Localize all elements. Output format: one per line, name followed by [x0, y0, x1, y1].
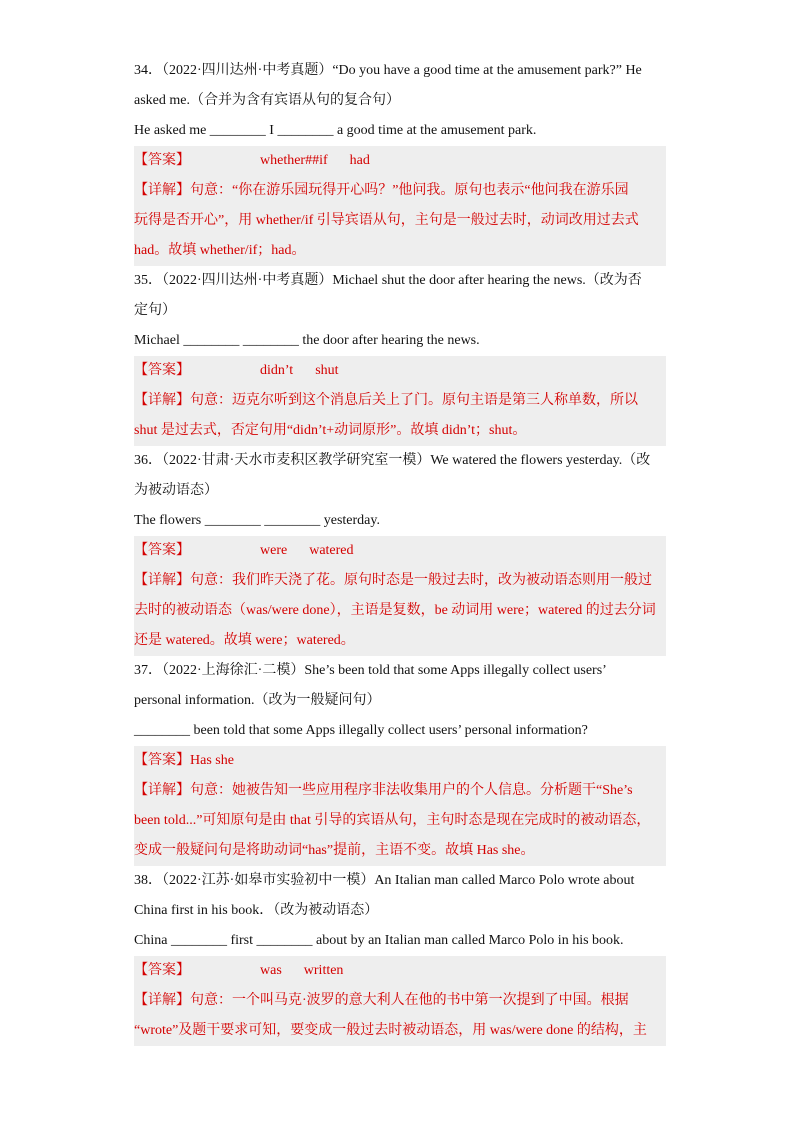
- detail-line: had。故填 whether/if；had。: [134, 243, 306, 258]
- question-text-line: personal information.（改为一般疑问句）: [134, 693, 381, 708]
- answer-value: shut: [315, 363, 339, 378]
- detail-line: 玩得是否开心”，用 whether/if 引导宾语从句，主句是一般过去时，动词改用过去式: [134, 213, 639, 228]
- answer-label: 【答案】: [134, 963, 190, 978]
- answer-box: [134, 956, 666, 1046]
- answer-value: whether##if: [260, 153, 328, 168]
- detail-line: 变成一般疑问句是将助动词“has”提前，主语不变。故填 Has she。: [134, 843, 535, 858]
- detail-line: 【详解】句意：“你在游乐园玩得开心吗？”他问我。原句也表示“他问我在游乐园: [134, 183, 629, 198]
- answer-line: [134, 956, 662, 986]
- detail-line: “wrote”及题干要求可知，要变成一般过去时被动语态，用 was/were done 的结构，主: [134, 1023, 647, 1038]
- detail-line: 【详解】句意：迈克尔听到这个消息后关上了门。原句主语是第三人称单数，所以: [134, 393, 638, 408]
- question-38: [134, 866, 666, 1046]
- question-34: [134, 56, 666, 266]
- answer-label: 【答案】: [134, 543, 190, 558]
- detail-line: 【详解】句意：一个叫马克·波罗的意大利人在他的书中第一次提到了中国。根据: [134, 993, 629, 1008]
- fill-blank-line: ________ been told that some Apps illegally collect users’ personal information?: [134, 723, 588, 738]
- question-text-line: 35．（2022·四川达州·中考真题）Michael shut the door after hearing the news.（改为否: [134, 273, 642, 288]
- fill-blank-line: He asked me ________ I ________ a good time at the amusement park.: [134, 123, 537, 138]
- answer-value: Has she: [190, 753, 234, 768]
- answer-box: [134, 536, 666, 656]
- question-37: [134, 656, 666, 866]
- question-text-line: 定句）: [134, 303, 176, 318]
- question-text-line: 36．（2022·甘肃·天水市麦积区教学研究室一模）We watered the flowers yesterday.（改: [134, 453, 651, 468]
- answer-label: 【答案】: [134, 753, 190, 768]
- question-text-line: China first in his book．（改为被动语态）: [134, 903, 379, 918]
- answer-box: [134, 746, 666, 866]
- answer-label: 【答案】: [134, 153, 190, 168]
- detail-line: 去时的被动语态（was/were done），主语是复数，be 动词用 were；watered 的过去分词: [134, 603, 656, 618]
- answer-value: were: [260, 543, 288, 558]
- fill-blank-line: Michael ________ ________ the door after hearing the news.: [134, 333, 480, 348]
- answer-value: watered: [309, 543, 354, 558]
- answer-label: 【答案】: [134, 363, 190, 378]
- fill-blank-line: The flowers ________ ________ yesterday.: [134, 513, 380, 528]
- answer-value: was: [260, 963, 282, 978]
- answer-value: written: [303, 963, 344, 978]
- detail-line: 还是 watered。故填 were；watered。: [134, 633, 355, 648]
- question-text-line: 34．（2022·四川达州·中考真题）“Do you have a good time at the amusement park?” He: [134, 63, 642, 78]
- detail-line: been told...”可知原句是由 that 引导的宾语从句，主句时态是现在完成时的被动语态，: [134, 813, 651, 828]
- question-35: [134, 266, 666, 446]
- question-text-line: 37．（2022·上海徐汇·二模）She’s been told that some Apps illegally collect users’: [134, 663, 607, 678]
- question-text-line: 38．（2022·江苏·如皋市实验初中一模）An Italian man called Marco Polo wrote about: [134, 873, 635, 888]
- detail-line: 【详解】句意：我们昨天浇了花。原句时态是一般过去时，改为被动语态则用一般过: [134, 573, 652, 588]
- answer-value: didn’t: [260, 363, 294, 378]
- answer-line: [134, 746, 662, 776]
- answer-line: [134, 536, 662, 566]
- answer-line: [134, 356, 662, 386]
- question-text-line: 为被动语态）: [134, 483, 218, 498]
- fill-blank-line: China ________ first ________ about by an Italian man called Marco Polo in his book.: [134, 933, 624, 948]
- question-36: [134, 446, 666, 656]
- answer-box: [134, 146, 666, 266]
- answer-line: [134, 146, 662, 176]
- question-list: [134, 56, 666, 1046]
- answer-box: [134, 356, 666, 446]
- question-text-line: asked me.（合并为含有宾语从句的复合句）: [134, 93, 400, 108]
- answer-value: had: [349, 153, 370, 168]
- detail-line: shut 是过去式，否定句用“didn’t+动词原形”。故填 didn’t；shut。: [134, 423, 527, 438]
- detail-line: 【详解】句意：她被告知一些应用程序非法收集用户的个人信息。分析题干“She’s: [134, 783, 633, 798]
